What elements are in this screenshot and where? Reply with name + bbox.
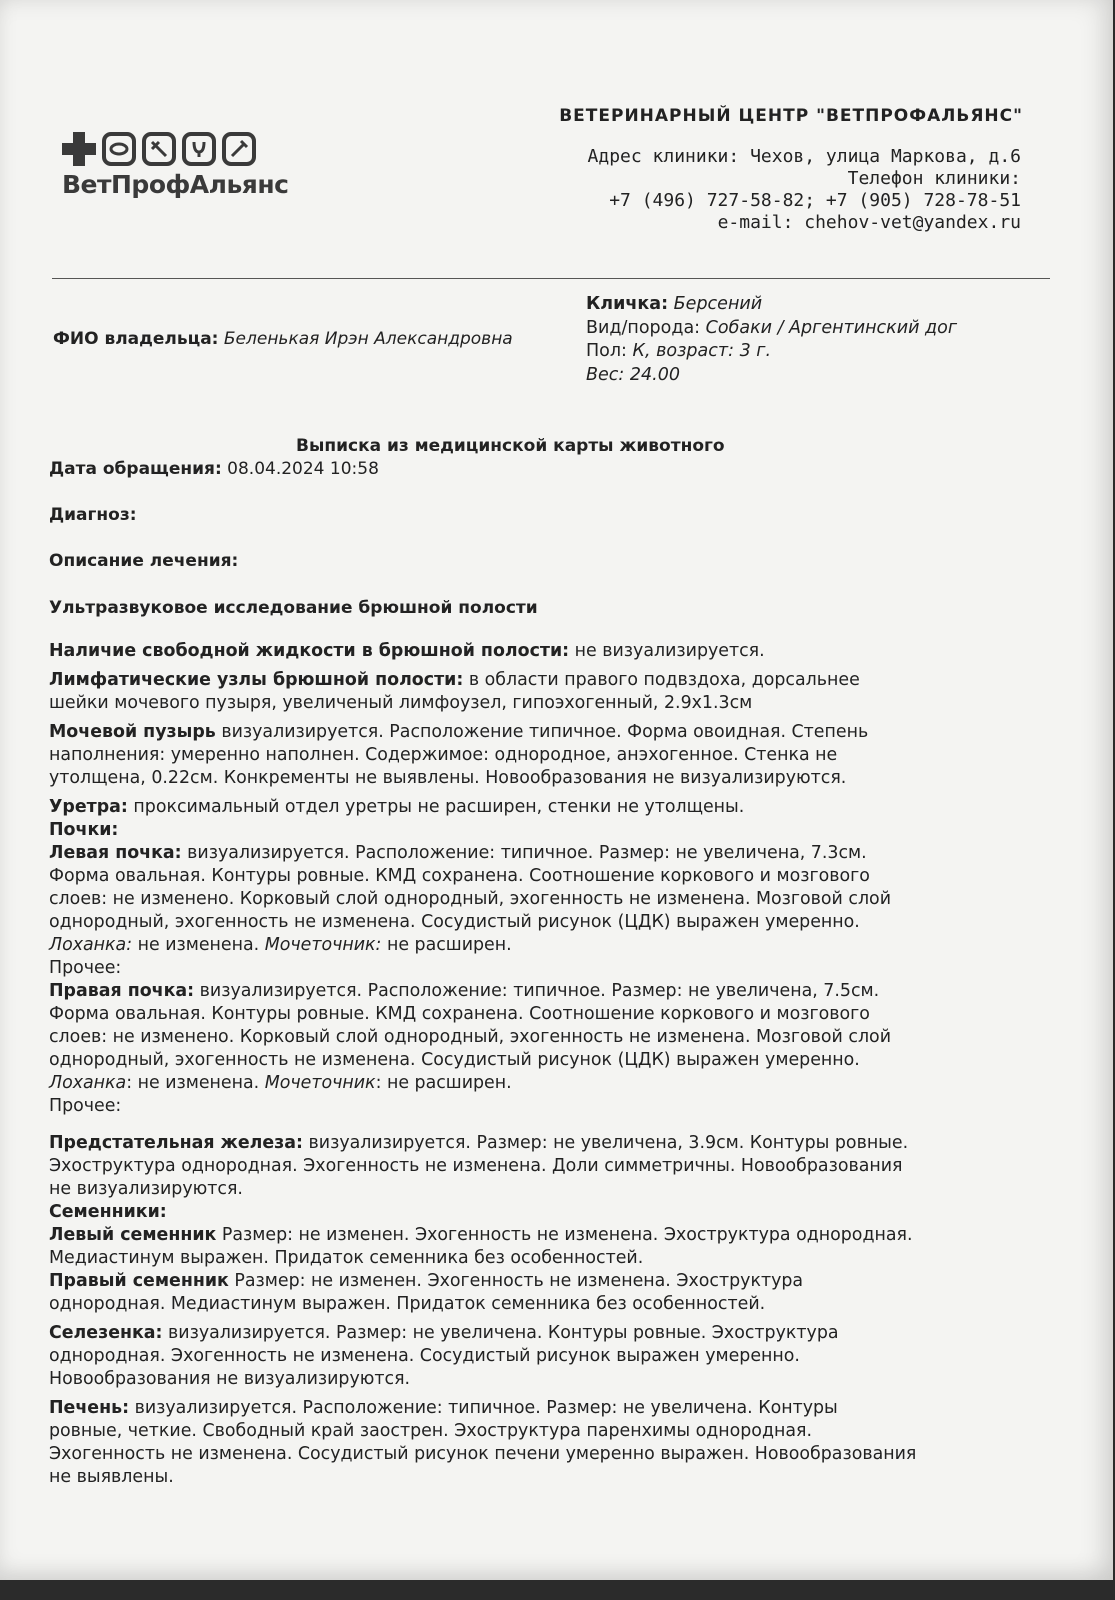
prostate-text: визуализируется. Размер: не увеличена, 3.9см. Контуры ровные. [308, 1133, 909, 1153]
left-testis-finding [49, 1224, 1059, 1270]
bladder-text-3: утолщена, 0.22см. Конкременты не выявлены. Новообразования не визуализируются. [49, 768, 847, 788]
diagnosis-label: Диагноз: [49, 505, 137, 525]
prostate-text-2: Эхоструктура однородная. Эхогенность не изменена. Доли симметричны. Новообразования [49, 1156, 903, 1176]
right-testis-label: Правый семенник [49, 1271, 229, 1291]
kidneys-label: Почки: [49, 820, 119, 840]
bladder-label: Мочевой пузырь [49, 722, 216, 742]
right-kidney-text-2: Форма овальная. Контуры ровные. КМД сохранена. Соотношение коркового и мозгового [49, 1004, 870, 1024]
owner-name: Беленькая Ирэн Александровна [223, 329, 513, 349]
left-kidney-text-4: однородный, эхогенность не изменена. Сосудистый рисунок (ЦДК) выражен умеренно. [49, 912, 860, 932]
liver-text-4: не выявлены. [49, 1467, 174, 1487]
pet-weight-label: Вес: [586, 364, 625, 385]
bladder-text-2: наполнения: умеренно наполнен. Содержимое: однородное, анэхогенное. Стенка не [49, 745, 838, 765]
kidneys-heading [49, 819, 1059, 842]
liver-finding [49, 1397, 1059, 1489]
urethra-finding [49, 796, 1059, 819]
fluid-label: Наличие свободной жидкости в брюшной полости: [49, 641, 570, 661]
right-testis-text-2: однородная. Медиастинум выражен. Придаток семенника без особенностей. [49, 1294, 766, 1314]
prostate-finding [49, 1132, 1059, 1201]
urethra-label: Уретра: [49, 797, 128, 817]
left-ureter-label: Мочеточник: [264, 935, 382, 955]
header-divider [52, 278, 1050, 279]
pet-breed-row [586, 317, 957, 341]
left-pelvis-label: Лоханка: [49, 935, 133, 955]
surgery-icon [142, 132, 176, 166]
stethoscope-icon [182, 132, 216, 166]
prostate-text-3: не визуализируются. [49, 1179, 243, 1199]
left-kidney-finding [49, 842, 1059, 980]
visit-date-label: Дата обращения: [49, 459, 222, 479]
logo-icons [62, 132, 302, 166]
liver-label: Печень: [49, 1398, 130, 1418]
right-ureter-label: Мочеточник [264, 1073, 376, 1093]
pet-name-row [586, 293, 957, 317]
study-title: Ультразвуковое исследование брюшной полости [49, 598, 538, 618]
visit-date: 08.04.2024 10:58 [227, 459, 379, 479]
clinic-title: ВЕТЕРИНАРНЫЙ ЦЕНТР "ВЕТПРОФАЛЬЯНС" [559, 106, 1023, 126]
urethra-text: проксимальный отдел уретры не расширен, стенки не утолщены. [133, 797, 745, 817]
left-kidney-other: Прочее: [49, 958, 122, 978]
fluid-text: не визуализируется. [574, 641, 765, 661]
fluid-finding [49, 640, 1059, 663]
pet-name: Берсений [673, 294, 763, 314]
left-kidney-text-2: Форма овальная. Контуры ровные. КМД сохранена. Соотношение коркового и мозгового [49, 866, 870, 886]
spleen-text: визуализируется. Размер: не увеличена. Контуры ровные. Эхоструктура [168, 1323, 839, 1343]
right-kidney-label: Правая почка: [49, 981, 195, 1001]
clinic-phones: +7 (496) 727-58-82; +7 (905) 728-78-51 [609, 190, 1021, 211]
left-testis-label: Левый семенник [49, 1225, 217, 1245]
liver-text-3: Эхогенность не изменена. Сосудистый рисунок печени умеренно выражен. Новообразования [49, 1444, 917, 1464]
clinic-address: Адрес клиники: Чехов, улица Маркова, д.6 [587, 146, 1021, 167]
right-kidney-finding [49, 980, 1059, 1118]
left-ureter: не расширен. [386, 935, 512, 955]
pet-sex-age-row [586, 340, 957, 364]
lymph-text: в области правого подвздоха, дорсальнее [468, 670, 860, 690]
left-kidney-text-3: слоев: не изменено. Корковый слой однородный, эхогенность не изменена. Мозговой слой [49, 889, 892, 909]
owner-line [53, 329, 513, 349]
spleen-finding [49, 1322, 1059, 1391]
lymph-finding [49, 669, 1059, 715]
lymph-label: Лимфатические узлы брюшной полости: [49, 670, 464, 690]
bandage-icon [102, 132, 136, 166]
pet-name-label: Кличка: [586, 294, 669, 314]
right-testis-finding [49, 1270, 1059, 1316]
right-kidney-text-3: слоев: не изменено. Корковый слой однородный, эхогенность не изменена. Мозговой слой [49, 1027, 892, 1047]
right-kidney-other: Прочее: [49, 1096, 122, 1116]
left-kidney-label: Левая почка: [49, 843, 182, 863]
document-title: Выписка из медицинской карты животного [296, 436, 725, 456]
clinic-phone-label: Телефон клиники: [847, 168, 1021, 189]
pet-weight-row [586, 364, 957, 388]
syringe-icon [222, 132, 256, 166]
liver-text: визуализируется. Расположение: типичное. Размер: не увеличена. Контуры [134, 1398, 838, 1418]
cross-icon [62, 132, 96, 166]
spleen-text-2: однородная. Эхогенность не изменена. Сосудистый рисунок выражен умеренно. [49, 1346, 800, 1366]
owner-label: ФИО владельца: [53, 329, 219, 349]
left-pelvis: не изменена. [137, 935, 260, 955]
pet-info [586, 293, 957, 387]
pet-sex: К, [632, 341, 651, 361]
lymph-text-2: шейки мочевого пузыря, увеличеный лимфоузел, гипоэхогенный, 2.9x1.3см [49, 693, 753, 713]
right-kidney-text: визуализируется. Расположение: типичное. Размер: не увеличена, 7.5см. [199, 981, 880, 1001]
visit-date-line [49, 459, 379, 479]
spleen-label: Селезенка: [49, 1323, 163, 1343]
bladder-finding [49, 721, 1059, 790]
left-kidney-text: визуализируется. Расположение: типичное. Размер: не увеличена, 7.3см. [187, 843, 867, 863]
spleen-text-3: Новообразования не визуализируются. [49, 1369, 411, 1389]
findings [49, 640, 1059, 1489]
testes-heading [49, 1201, 1059, 1224]
testes-label: Семенники: [49, 1202, 167, 1222]
pet-breed-label: Вид/порода: [586, 317, 701, 338]
clinic-logo [62, 132, 302, 212]
clinic-contacts [588, 146, 1021, 234]
clinic-email: e-mail: chehov-vet@yandex.ru [717, 212, 1021, 233]
pet-age: 3 г. [739, 341, 772, 361]
right-kidney-text-4: однородный, эхогенность не изменена. Сосудистый рисунок (ЦДК) выражен умеренно. [49, 1050, 860, 1070]
left-testis-text: Размер: не изменен. Эхогенность не изменена. Эхоструктура однородная. [221, 1225, 913, 1245]
pet-age-label: возраст: [656, 341, 734, 361]
pet-sex-label: Пол: [586, 341, 627, 361]
right-pelvis: : не изменена. [126, 1073, 260, 1093]
right-pelvis-label: Лоханка [49, 1073, 127, 1093]
pet-breed: Собаки / Аргентинский дог [705, 317, 958, 338]
right-testis-text: Размер: не изменен. Эхогенность не изменена. Эхоструктура [234, 1271, 804, 1291]
prostate-label: Предстательная железа: [49, 1133, 303, 1153]
treatment-label: Описание лечения: [49, 551, 239, 571]
liver-text-2: ровные, четкие. Свободный край заострен. Эхоструктура паренхимы однородная. [49, 1421, 812, 1441]
pet-weight: 24.00 [629, 364, 680, 385]
bladder-text: визуализируется. Расположение типичное. Форма овоидная. Степень [221, 722, 869, 742]
left-testis-text-2: Медиастинум выражен. Придаток семенника без особенностей. [49, 1248, 644, 1268]
logo-wordmark: ВетПрофАльянс [62, 170, 289, 199]
right-ureter: : не расширен. [375, 1073, 512, 1093]
